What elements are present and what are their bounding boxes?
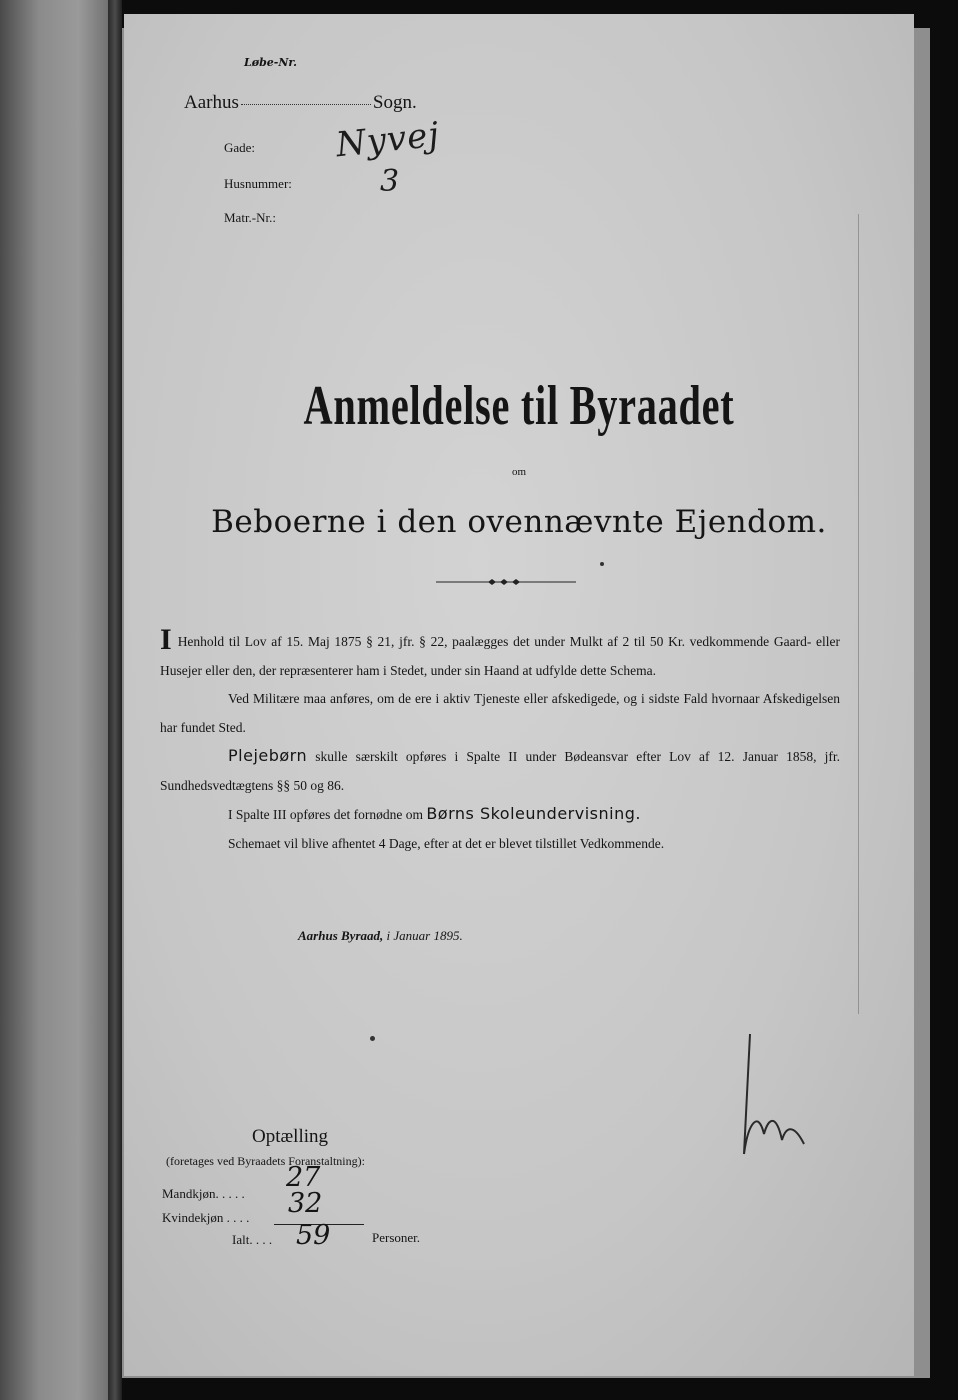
ink-speck [600,562,604,566]
document-title: Anmeldelse til Byraadet [303,375,735,437]
mandkjon-label: Mandkjøn. . . . . [162,1186,245,1201]
husnummer-label: Husnummer: [224,176,292,191]
parish-line [184,92,417,114]
ialt-label: Ialt. . . . [232,1232,273,1247]
ornament-divider [436,578,576,586]
personer-label: Personer. [372,1230,421,1245]
instruction-paragraph-2: Ved Militære maa anføres, om de ere i aktiv Tjeneste eller afskedigede, og i sidste Fald hvornaar Afskedigelsen har fundet Sted. [160,691,840,735]
handwritten-signature-mark [728,1014,818,1164]
book-spine [108,0,122,1400]
faint-ruled-line [858,214,859,1014]
sogn-label: Sogn. [372,92,417,113]
instruction-paragraph-3: Plejebørn skulle særskilt opføres i Spalte II under Bødeansvar efter Lov af 12. Januar 1858, jfr. Sundhedsvedtægtens §§ 50 og 86. [160,746,841,793]
document-subtitle: Beboerne i den ovennævnte Ejendom. [211,504,827,540]
kvindekjon-label: Kvindekjøn . . . . [162,1210,250,1225]
husnummer-handwritten-value: 3 [380,164,400,199]
ink-speck [370,1036,375,1041]
kvindekjon-value: 32 [288,1188,323,1219]
parish-dotted-line [241,104,371,105]
issuer-signature-line: Aarhus Byraad, i Januar 1895. [298,928,463,943]
optaelling-note: (foretages ved Byraadets Foranstaltning): [166,1154,365,1168]
drop-cap: I [160,623,172,656]
left-page-edge [0,0,112,1400]
ialt-value: 59 [296,1220,331,1251]
instruction-paragraph-5: Schemaet vil blive afhentet 4 Dage, efter at det er blevet tilstillet Vedkommende. [228,835,665,851]
instruction-paragraph-4: I Spalte III opføres det fornødne om Børns Skoleundervisning. [228,804,641,823]
instruction-paragraph-1: I Henhold til Lov af 15. Maj 1875 § 21, jfr. § 22, paalægges det under Mulkt af 2 til 50 Kr. vedkommende Gaard- eller Husejer eller den, der repræsenterer ham i Stedet, under sin Haand at udfylde dette Schema. [160,623,840,678]
gade-handwritten-value: Nyvej [334,114,442,166]
mandkjon-value: 27 [286,1162,321,1193]
loebe-nr-label: Løbe-Nr. [244,56,297,69]
city-name: Aarhus [184,92,239,113]
optaelling-title: Optælling [252,1126,329,1147]
instructions-text [160,623,841,858]
title-om: om [511,466,527,478]
matr-nr-label: Matr.-Nr.: [224,210,276,225]
census-form-page [124,14,914,1376]
gade-label: Gade: [224,140,256,155]
